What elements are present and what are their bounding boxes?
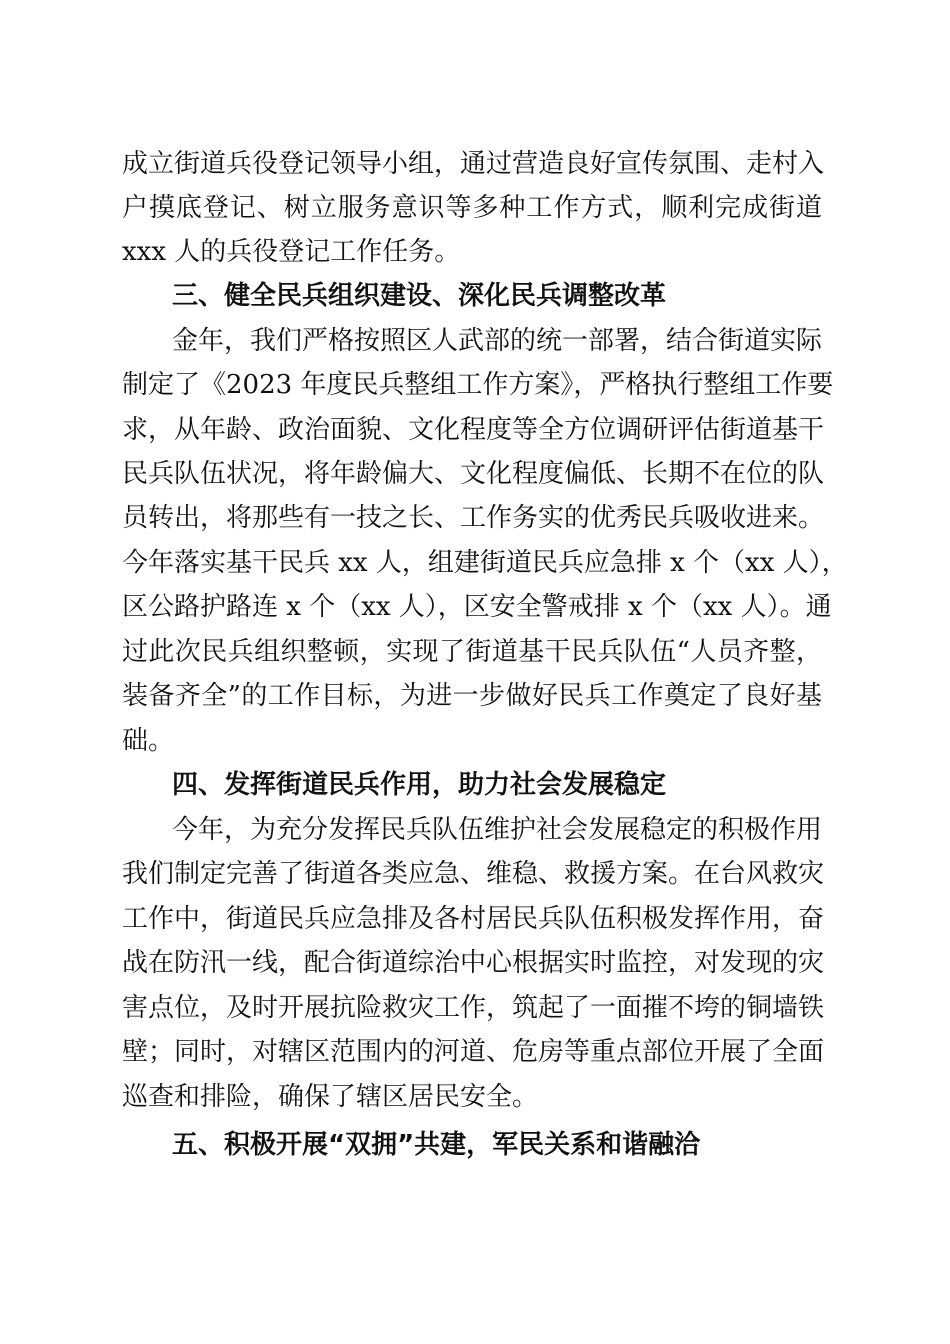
para3-line-2: 我们制定完善了街道各类应急、维稳、救援方案。在台风救灾: [122, 859, 825, 889]
para3-line-4: 战在防汛一线，配合街道综治中心根据实时监控，对发现的灾: [122, 948, 825, 978]
section-heading-3: 三、健全民兵组织建设、深化民兵调整改革: [172, 281, 667, 311]
para3-line-7: 巡查和排险，确保了辖区居民安全。: [122, 1082, 539, 1112]
para2-line-9: 装备齐全”的工作目标，为进一步做好民兵工作奠定了良好基: [122, 681, 822, 711]
para3-line-5: 害点位，及时开展抗险救灾工作，筑起了一面摧不垮的铜墙铁: [122, 993, 825, 1023]
para2-line-2: 制定了《2023 年度民兵整组工作方案》，严格执行整组工作要: [122, 370, 834, 400]
para2-line-10: 础。: [122, 726, 175, 756]
para2-line-1: 金年，我们严格按照区人武部的统一部署，结合街道实际: [172, 326, 823, 356]
para1-line-2: 户摸底登记、树立服务意识等多种工作方式，顺利完成街道: [122, 193, 822, 223]
para1-line-3: xxx 人的兵役登记工作任务。: [122, 237, 461, 267]
para2-line-5: 员转出，将那些有一技之长、工作务实的优秀民兵吸收进来。: [122, 503, 825, 533]
para3-line-6: 壁；同时，对辖区范围内的河道、危房等重点部位开展了全面: [122, 1037, 825, 1067]
para2-line-3: 求，从年龄、政治面貌、文化程度等全方位调研评估街道基干: [122, 415, 825, 445]
para3-line-3: 工作中，街道民兵应急排及各村居民兵队伍积极发挥作用，奋: [122, 904, 825, 934]
section-heading-5: 五、积极开展“双拥”共建，军民关系和谐融洽: [172, 1130, 701, 1160]
para2-line-4: 民兵队伍状况，将年龄偏大、文化程度偏低、长期不在位的队: [122, 459, 825, 489]
section-heading-4: 四、发挥街道民兵作用，助力社会发展稳定: [172, 770, 667, 800]
para1-line-1: 成立街道兵役登记领导小组，通过营造良好宣传氛围、走村入: [122, 149, 825, 179]
para3-line-1: 今年，为充分发挥民兵队伍维护社会发展稳定的积极作用: [172, 815, 823, 845]
para2-line-7: 区公路护路连 x 个（xx 人），区安全警戒排 x 个（xx 人）。通: [122, 592, 832, 622]
para2-line-8: 过此次民兵组织整顿，实现了街道基干民兵队伍“人员齐整，: [122, 637, 822, 667]
para2-line-6: 今年落实基干民兵 xx 人，组建街道民兵应急排 x 个（xx 人），: [122, 548, 848, 578]
